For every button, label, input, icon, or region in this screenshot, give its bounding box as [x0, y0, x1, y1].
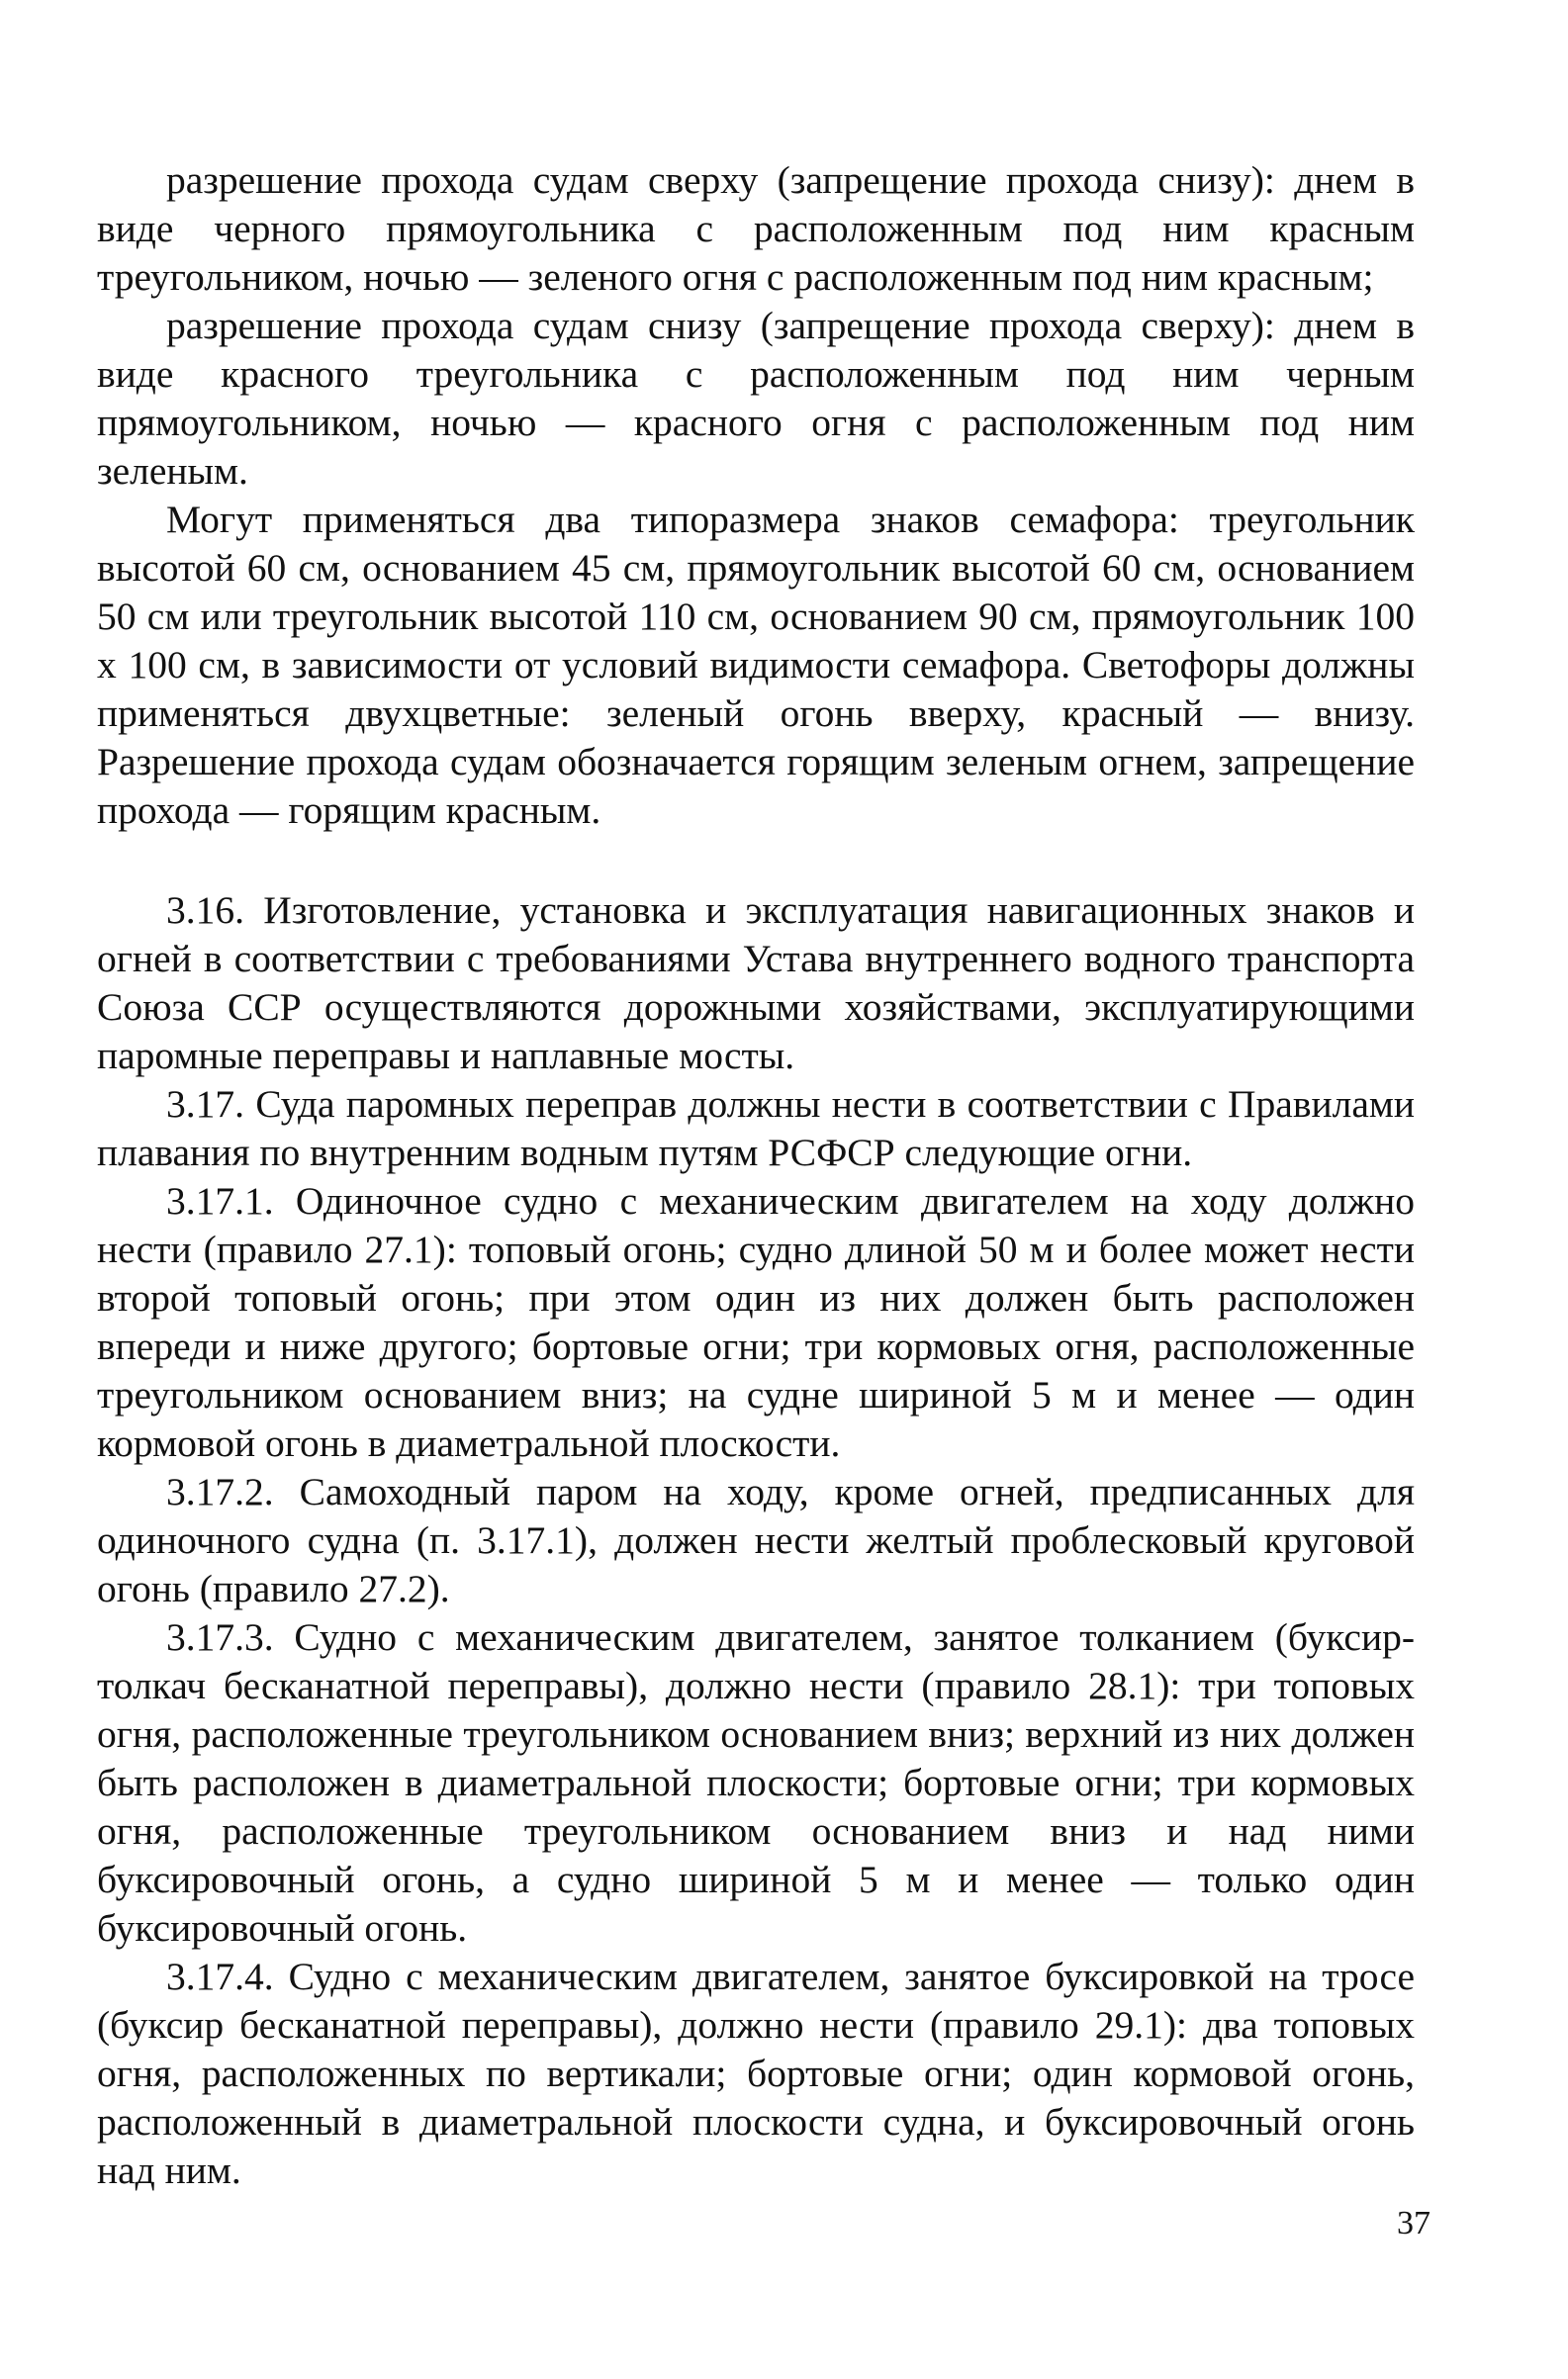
page-number: 37 [1397, 2205, 1430, 2242]
paragraph-pass-from-below: разрешение прохода судам снизу (запрещение прохода сверху): днем в виде красного треугольника с расположенным под ним черным прямоугольником, ночью — красного огня с расположенным под ним зеленым. [97, 304, 1415, 493]
paragraph-3-16: 3.16. Изготовление, установка и эксплуатация навигационных знаков и огней в соответствии с требованиями Устава внутреннего водного транспорта Союза ССР осуществляются дорожными хозяйствами, эксплуатирующими паромные переправы и наплавные мосты. [97, 888, 1415, 1077]
paragraph-3-17-4: 3.17.4. Судно с механическим двигателем, занятое буксировкой на тросе (буксир бесканатной переправы), должно нести (правило 29.1): два топовых огня, расположенных по вертикали; бортовые огни; один кормовой огонь, расположенный в диаметральной плоскости судна, и буксировочный огонь над ним. [97, 1955, 1415, 2192]
paragraph-3-17-1: 3.17.1. Одиночное судно с механическим двигателем на ходу должно нести (правило 27.1): топовый огонь; судно длиной 50 м и более может нести второй топовый огонь; при этом один из них должен быть расположен впереди и ниже другого; бортовые огни; три кормовых огня, расположенные треугольником основанием вниз; на судне шириной 5 м и менее — один кормовой огонь в диаметральной плоскости. [97, 1179, 1415, 1465]
body-text [97, 156, 1415, 2195]
paragraph-semaphore-sizes: Могут применяться два типоразмера знаков семафора: треугольник высотой 60 см, основанием 45 см, прямоугольник высотой 60 см, основанием 50 см или треугольник высотой 110 см, основанием 90 см, прямоугольник 100 x 100 см, в зависимости от условий видимости семафора. Светофоры должны применяться двухцветные: зеленый огонь вверху, красный — внизу. Разрешение прохода судам обозначается горящим зеленым огнем, запрещение прохода — горящим красным. [97, 498, 1415, 832]
paragraph-3-17-3: 3.17.3. Судно с механическим двигателем, занятое толканием (буксир-толкач бесканатной переправы), должно нести (правило 28.1): три топовых огня, расположенные треугольником основанием вниз; верхний из них должен быть расположен в диаметральной плоскости; бортовые огни; три кормовых огня, расположенные треугольником основанием вниз и над ними буксировочный огонь, а судно шириной 5 м и менее — только один буксировочный огонь. [97, 1615, 1415, 1950]
paragraph-3-17: 3.17. Суда паромных переправ должны нести в соответствии с Правилами плавания по внутренним водным путям РСФСР следующие огни. [97, 1082, 1415, 1174]
paragraph-pass-from-above: разрешение прохода судам сверху (запрещение прохода снизу): днем в виде черного прямоугольника с расположенным под ним красным треугольником, ночью — зеленого огня с расположенным под ним красным; [97, 158, 1415, 299]
paragraph-3-17-2: 3.17.2. Самоходный паром на ходу, кроме огней, предписанных для одиночного судна (п. 3.17.1), должен нести желтый проблесковый круговой огонь (правило 27.2). [97, 1470, 1415, 1610]
